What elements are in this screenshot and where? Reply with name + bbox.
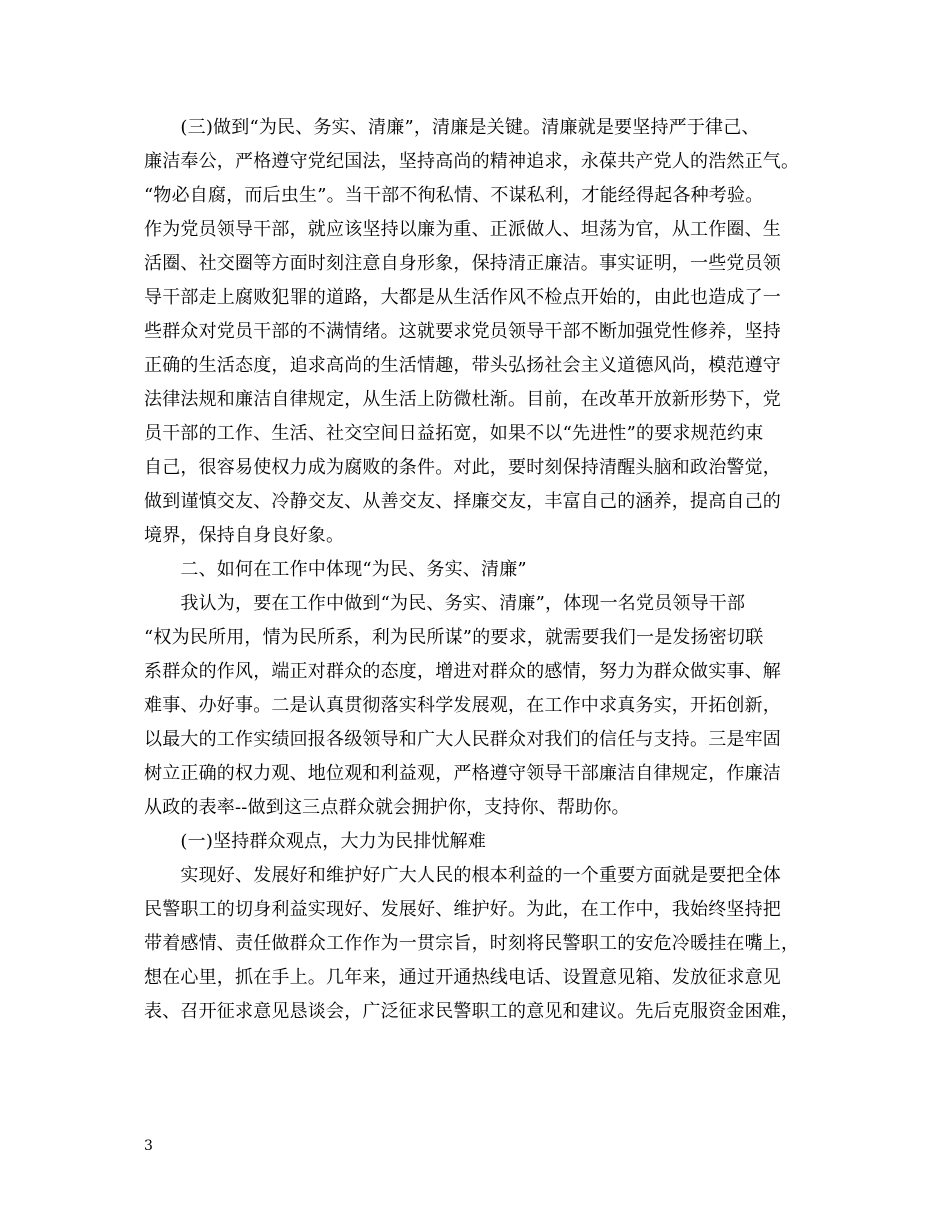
text-line: 员干部的工作、生活、社交空间日益拓宽，如果不以“先进性”的要求规范约束 bbox=[144, 423, 764, 444]
text-line: 以最大的工作实绩回报各级领导和广大人民群众对我们的信任与支持。三是牢固 bbox=[144, 729, 781, 750]
text-line: 活圈、社交圈等方面时刻注意自身形象，保持清正廉洁。事实证明，一些党员领 bbox=[144, 253, 781, 274]
text-line: 系群众的作风，端正对群众的态度，增进对群众的感情，努力为群众做实事、解 bbox=[144, 661, 781, 682]
text-line: “物必自腐，而后虫生”。当干部不徇私情、不谋私利，才能经得起各种考验。 bbox=[144, 185, 764, 206]
text-line: 想在心里，抓在手上。几年来，通过开通热线电话、设置意见箱、发放征求意见 bbox=[144, 967, 781, 988]
subsection-heading: (一)坚持群众观点，大力为民排忧解难 bbox=[144, 831, 487, 852]
text-line: “权为民所用，情为民所系，利为民所谋”的要求，就需要我们一是发扬密切联 bbox=[144, 627, 764, 648]
text-line: 实现好、发展好和维护好广大人民的根本利益的一个重要方面就是要把全体 bbox=[144, 865, 781, 886]
text-line: 我认为，要在工作中做到“为民、务实、清廉”，体现一名党员领导干部 bbox=[144, 593, 746, 614]
text-line: 做到谨慎交友、冷静交友、从善交友、择廉交友，丰富自己的涵养，提高自己的 bbox=[144, 491, 781, 512]
text-line: 些群众对党员干部的不满情绪。这就要求党员领导干部不断加强党性修养，坚持 bbox=[144, 321, 781, 342]
text-line: 表、召开征求意见恳谈会，广泛征求民警职工的意见和建议。先后克服资金困难， bbox=[144, 1001, 800, 1022]
text-line: 从政的表率--做到这三点群众就会拥护你，支持你、帮助你。 bbox=[144, 797, 630, 818]
text-line: 自己，很容易使权力成为腐败的条件。对此，要时刻保持清醒头脑和政治警觉， bbox=[144, 457, 781, 478]
text-line: (三)做到“为民、务实、清廉”，清廉是关键。清廉就是要坚持严于律己、 bbox=[144, 117, 760, 138]
text-line: 树立正确的权力观、地位观和利益观，严格遵守领导干部廉洁自律规定，作廉洁 bbox=[144, 763, 781, 784]
section-heading: 二、如何在工作中体现“为民、务实、清廉” bbox=[144, 559, 527, 580]
text-line: 正确的生活态度，追求高尚的生活情趣，带头弘扬社会主义道德风尚，模范遵守 bbox=[144, 355, 781, 376]
text-line: 廉洁奉公，严格遵守党纪国法，坚持高尚的精神追求，永葆共产党人的浩然正气。 bbox=[144, 151, 800, 172]
text-line: 导干部走上腐败犯罪的道路，大都是从生活作风不检点开始的，由此也造成了一 bbox=[144, 287, 781, 308]
text-line: 作为党员领导干部，就应该坚持以廉为重、正派做人、坦荡为官，从工作圈、生 bbox=[144, 219, 781, 240]
text-line: 带着感情、责任做群众工作作为一贯宗旨，时刻将民警职工的安危冷暖挂在嘴上， bbox=[144, 933, 800, 954]
text-line: 境界，保持自身良好象。 bbox=[144, 525, 345, 546]
page-number: 3 bbox=[144, 1138, 153, 1154]
text-line: 民警职工的切身利益实现好、发展好、维护好。为此，在工作中，我始终坚持把 bbox=[144, 899, 781, 920]
text-line: 法律法规和廉洁自律规定，从生活上防微杜渐。目前，在改革开放新形势下，党 bbox=[144, 389, 781, 410]
text-line: 难事、办好事。二是认真贯彻落实科学发展观，在工作中求真务实，开拓创新， bbox=[144, 695, 781, 716]
